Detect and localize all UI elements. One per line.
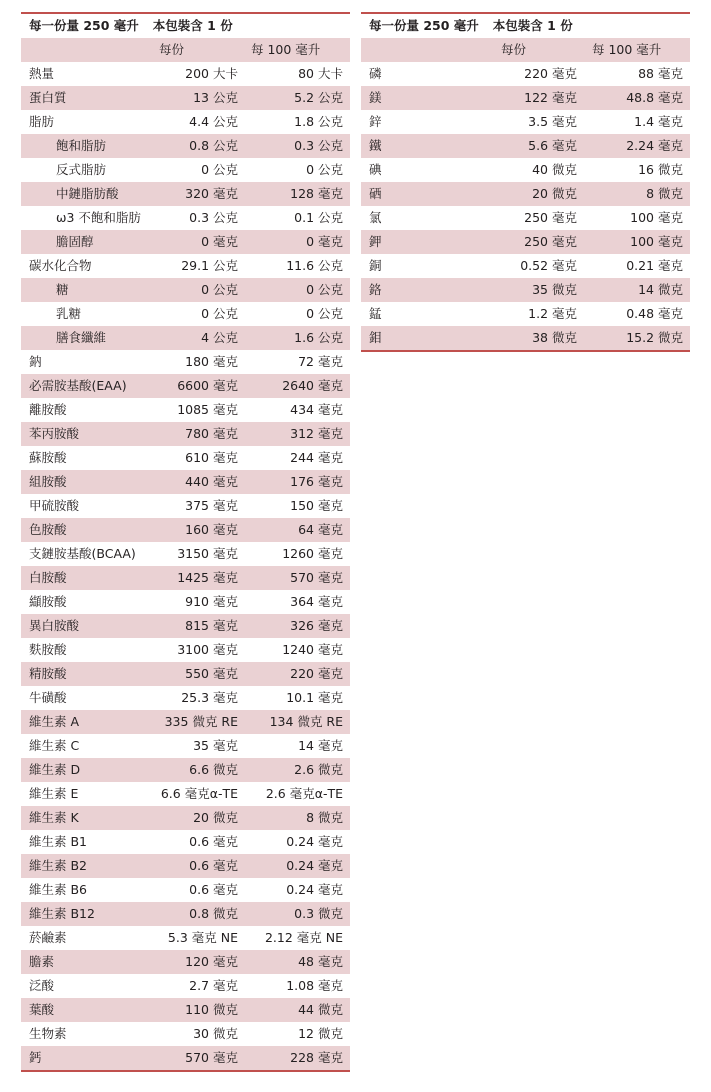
value-per-serving: 0.3 公克	[189, 210, 238, 225]
column-header-row	[361, 38, 690, 62]
servings-per-pack: 本包裝含 1 份	[492, 18, 573, 33]
value-per-100ml: 0.3 公克	[294, 138, 343, 153]
nutrition-table-right	[361, 12, 690, 352]
nutrient-rows	[361, 62, 690, 350]
value-per-serving: 0.52 毫克	[520, 258, 577, 273]
value-per-serving: 0.6 毫克	[189, 882, 238, 897]
nutrient-name: 硒	[369, 186, 382, 201]
value-per-serving: 6.6 微克	[189, 762, 238, 777]
nutrient-row	[21, 158, 350, 182]
nutrient-row	[21, 566, 350, 590]
nutrient-row	[361, 326, 690, 350]
value-per-100ml: 150 毫克	[290, 498, 343, 513]
column-header-per-100ml: 每 100 毫升	[251, 42, 321, 57]
nutrient-row	[21, 806, 350, 830]
value-per-100ml: 48 毫克	[298, 954, 343, 969]
value-per-100ml: 100 毫克	[630, 234, 683, 249]
nutrient-name: 精胺酸	[29, 666, 67, 681]
value-per-serving: 25.3 毫克	[181, 690, 238, 705]
value-per-100ml: 0.21 毫克	[626, 258, 683, 273]
nutrient-row	[361, 134, 690, 158]
value-per-100ml: 0.24 毫克	[286, 858, 343, 873]
value-per-100ml: 14 毫克	[298, 738, 343, 753]
nutrient-name: 泛酸	[29, 978, 55, 993]
nutrient-name: 脂肪	[29, 114, 55, 129]
nutrient-row	[21, 734, 350, 758]
nutrient-row	[21, 230, 350, 254]
nutrient-name: 離胺酸	[29, 402, 67, 417]
value-per-100ml: 15.2 微克	[626, 330, 683, 345]
nutrient-row	[361, 182, 690, 206]
value-per-100ml: 2.24 毫克	[626, 138, 683, 153]
value-per-serving: 815 毫克	[185, 618, 238, 633]
value-per-100ml: 5.2 公克	[294, 90, 343, 105]
value-per-serving: 220 毫克	[524, 66, 577, 81]
nutrient-name: 色胺酸	[29, 522, 67, 537]
nutrient-row	[361, 62, 690, 86]
value-per-serving: 1085 毫克	[177, 402, 238, 417]
nutrient-name: 鐵	[369, 138, 382, 153]
value-per-100ml: 48.8 毫克	[626, 90, 683, 105]
nutrient-name: 葉酸	[29, 1002, 55, 1017]
nutrient-name: 鎂	[369, 90, 382, 105]
value-per-100ml: 1.6 公克	[294, 330, 343, 345]
value-per-serving: 6600 毫克	[177, 378, 238, 393]
serving-info	[361, 14, 690, 38]
nutrient-name: 碘	[369, 162, 382, 177]
nutrient-row	[21, 878, 350, 902]
value-per-serving: 35 微克	[532, 282, 577, 297]
nutrient-name: 甲硫胺酸	[29, 498, 80, 513]
nutrient-name: 乳糖	[56, 306, 82, 321]
value-per-serving: 20 微克	[532, 186, 577, 201]
value-per-serving: 0 毫克	[201, 234, 238, 249]
nutrient-name: 鋅	[369, 114, 382, 129]
nutrition-table-left	[21, 12, 350, 1072]
nutrient-name: 必需胺基酸(EAA)	[29, 378, 127, 393]
nutrient-name: 苯丙胺酸	[29, 426, 80, 441]
nutrient-name: 鉀	[369, 234, 382, 249]
value-per-100ml: 11.6 公克	[286, 258, 343, 273]
nutrient-name: 錳	[369, 306, 382, 321]
value-per-serving: 30 微克	[193, 1026, 238, 1041]
column-header-per-serving: 每份	[159, 42, 185, 57]
value-per-100ml: 128 毫克	[290, 186, 343, 201]
value-per-serving: 4.4 公克	[189, 114, 238, 129]
nutrient-row	[361, 158, 690, 182]
nutrient-row	[21, 350, 350, 374]
value-per-100ml: 1.08 毫克	[286, 978, 343, 993]
value-per-serving: 0.8 公克	[189, 138, 238, 153]
value-per-serving: 335 微克 RE	[164, 714, 238, 729]
value-per-serving: 0 公克	[201, 306, 238, 321]
value-per-serving: 910 毫克	[185, 594, 238, 609]
nutrient-row	[361, 230, 690, 254]
nutrient-row	[361, 302, 690, 326]
value-per-serving: 4 公克	[201, 330, 238, 345]
value-per-serving: 0 公克	[201, 162, 238, 177]
value-per-serving: 13 公克	[193, 90, 238, 105]
nutrient-name: 維生素 B1	[29, 834, 88, 849]
nutrient-row	[21, 62, 350, 86]
value-per-serving: 250 毫克	[524, 234, 577, 249]
nutrient-name: 支鏈胺基酸(BCAA)	[29, 546, 136, 561]
value-per-serving: 610 毫克	[185, 450, 238, 465]
nutrient-name: 維生素 B2	[29, 858, 88, 873]
nutrient-row	[361, 110, 690, 134]
value-per-100ml: 434 毫克	[290, 402, 343, 417]
value-per-100ml: 1.4 毫克	[634, 114, 683, 129]
value-per-100ml: 2.12 毫克 NE	[264, 930, 343, 945]
value-per-100ml: 100 毫克	[630, 210, 683, 225]
nutrient-row	[21, 86, 350, 110]
nutrient-name: 生物素	[29, 1026, 67, 1041]
value-per-serving: 38 微克	[532, 330, 577, 345]
nutrient-name: 膽固醇	[56, 234, 94, 249]
nutrient-row	[21, 398, 350, 422]
value-per-serving: 550 毫克	[185, 666, 238, 681]
value-per-100ml: 8 微克	[646, 186, 683, 201]
nutrient-row	[361, 206, 690, 230]
serving-size: 每一份量 250 毫升	[29, 18, 139, 33]
nutrient-row	[21, 494, 350, 518]
nutrient-row	[21, 254, 350, 278]
nutrient-name: 銅	[369, 258, 382, 273]
nutrient-name: 白胺酸	[29, 570, 67, 585]
value-per-serving: 5.3 毫克 NE	[167, 930, 238, 945]
value-per-serving: 122 毫克	[524, 90, 577, 105]
value-per-serving: 110 微克	[185, 1002, 238, 1017]
value-per-100ml: 0.48 毫克	[626, 306, 683, 321]
nutrient-name: 維生素 D	[29, 762, 81, 777]
value-per-serving: 6.6 毫克α-TE	[160, 786, 238, 801]
nutrient-name: 反式脂肪	[56, 162, 107, 177]
serving-info	[21, 14, 350, 38]
value-per-100ml: 2.6 微克	[294, 762, 343, 777]
nutrient-row	[21, 662, 350, 686]
value-per-serving: 1425 毫克	[177, 570, 238, 585]
value-per-100ml: 1260 毫克	[282, 546, 343, 561]
nutrient-name: 麩胺酸	[29, 642, 67, 657]
nutrient-name: 維生素 E	[29, 786, 79, 801]
nutrient-row	[21, 446, 350, 470]
value-per-100ml: 0.24 毫克	[286, 882, 343, 897]
nutrient-row	[361, 278, 690, 302]
nutrient-row	[21, 782, 350, 806]
value-per-100ml: 244 毫克	[290, 450, 343, 465]
nutrient-row	[361, 254, 690, 278]
nutrient-row	[21, 1022, 350, 1046]
nutrient-name: 膳食纖維	[56, 330, 107, 345]
nutrient-row	[21, 710, 350, 734]
nutrient-row	[21, 182, 350, 206]
nutrient-row	[21, 902, 350, 926]
nutrient-row	[21, 854, 350, 878]
nutrient-row	[21, 326, 350, 350]
value-per-100ml: 14 微克	[638, 282, 683, 297]
value-per-100ml: 1.8 公克	[294, 114, 343, 129]
nutrient-row	[21, 302, 350, 326]
value-per-100ml: 8 微克	[306, 810, 343, 825]
servings-per-pack: 本包裝含 1 份	[152, 18, 233, 33]
value-per-serving: 0.8 微克	[189, 906, 238, 921]
column-header-per-100ml: 每 100 毫升	[592, 42, 662, 57]
nutrient-name: 維生素 B12	[29, 906, 95, 921]
value-per-100ml: 0 公克	[306, 306, 343, 321]
nutrient-row	[21, 518, 350, 542]
value-per-serving: 570 毫克	[185, 1050, 238, 1065]
column-header-per-serving: 每份	[501, 42, 527, 57]
value-per-100ml: 176 毫克	[290, 474, 343, 489]
nutrient-name: 碳水化合物	[29, 258, 92, 273]
value-per-100ml: 72 毫克	[298, 354, 343, 369]
value-per-100ml: 12 微克	[298, 1026, 343, 1041]
value-per-100ml: 2640 毫克	[282, 378, 343, 393]
nutrient-row	[21, 758, 350, 782]
nutrient-name: 維生素 A	[29, 714, 80, 729]
value-per-serving: 180 毫克	[185, 354, 238, 369]
value-per-serving: 120 毫克	[185, 954, 238, 969]
value-per-100ml: 326 毫克	[290, 618, 343, 633]
nutrient-rows	[21, 62, 350, 1070]
value-per-serving: 375 毫克	[185, 498, 238, 513]
nutrient-row	[21, 614, 350, 638]
value-per-serving: 40 微克	[532, 162, 577, 177]
value-per-100ml: 228 毫克	[290, 1050, 343, 1065]
nutrient-name: 糖	[56, 282, 69, 297]
nutrient-name: 鉬	[369, 330, 382, 345]
value-per-serving: 0.6 毫克	[189, 858, 238, 873]
nutrient-row	[21, 374, 350, 398]
nutrient-row	[361, 86, 690, 110]
value-per-serving: 0 公克	[201, 282, 238, 297]
nutrient-row	[21, 830, 350, 854]
nutrient-row	[21, 686, 350, 710]
nutrient-name: 維生素 C	[29, 738, 80, 753]
value-per-serving: 160 毫克	[185, 522, 238, 537]
value-per-100ml: 10.1 毫克	[286, 690, 343, 705]
nutrient-name: 鈣	[29, 1050, 42, 1065]
value-per-100ml: 0 公克	[306, 282, 343, 297]
nutrient-row	[21, 974, 350, 998]
value-per-100ml: 44 微克	[298, 1002, 343, 1017]
value-per-100ml: 0 毫克	[306, 234, 343, 249]
value-per-serving: 3150 毫克	[177, 546, 238, 561]
nutrient-name: 蛋白質	[29, 90, 67, 105]
nutrient-name: 維生素 B6	[29, 882, 88, 897]
nutrient-row	[21, 542, 350, 566]
value-per-100ml: 64 毫克	[298, 522, 343, 537]
nutrient-name: 膽素	[29, 954, 55, 969]
nutrient-name: 維生素 K	[29, 810, 79, 825]
nutrient-row	[21, 950, 350, 974]
nutrient-name: 蘇胺酸	[29, 450, 67, 465]
nutrient-row	[21, 1046, 350, 1070]
column-header-row	[21, 38, 350, 62]
nutrient-row	[21, 422, 350, 446]
value-per-100ml: 2.6 毫克α-TE	[265, 786, 343, 801]
value-per-serving: 440 毫克	[185, 474, 238, 489]
nutrient-name: 熱量	[29, 66, 55, 81]
nutrient-name: 飽和脂肪	[56, 138, 107, 153]
value-per-100ml: 1240 毫克	[282, 642, 343, 657]
nutrient-name: 中鏈脂肪酸	[56, 186, 119, 201]
value-per-serving: 200 大卡	[185, 66, 238, 81]
nutrient-name: 組胺酸	[29, 474, 67, 489]
nutrient-row	[21, 926, 350, 950]
value-per-100ml: 0 公克	[306, 162, 343, 177]
value-per-100ml: 16 微克	[638, 162, 683, 177]
value-per-100ml: 0.24 毫克	[286, 834, 343, 849]
nutrient-row	[21, 998, 350, 1022]
nutrient-row	[21, 206, 350, 230]
value-per-100ml: 88 毫克	[638, 66, 683, 81]
value-per-serving: 3.5 毫克	[528, 114, 577, 129]
value-per-serving: 35 毫克	[193, 738, 238, 753]
value-per-100ml: 570 毫克	[290, 570, 343, 585]
value-per-serving: 250 毫克	[524, 210, 577, 225]
nutrient-row	[21, 134, 350, 158]
nutrient-name: ω3 不飽和脂肪	[56, 210, 141, 225]
value-per-100ml: 0.1 公克	[294, 210, 343, 225]
value-per-100ml: 0.3 微克	[294, 906, 343, 921]
nutrient-name: 鉻	[369, 282, 382, 297]
nutrient-name: 菸鹼素	[29, 930, 67, 945]
value-per-serving: 1.2 毫克	[528, 306, 577, 321]
nutrient-row	[21, 590, 350, 614]
nutrient-row	[21, 110, 350, 134]
value-per-serving: 3100 毫克	[177, 642, 238, 657]
nutrient-name: 牛磺酸	[29, 690, 67, 705]
nutrient-row	[21, 278, 350, 302]
value-per-serving: 29.1 公克	[181, 258, 238, 273]
nutrient-row	[21, 638, 350, 662]
value-per-100ml: 364 毫克	[290, 594, 343, 609]
value-per-serving: 2.7 毫克	[189, 978, 238, 993]
value-per-100ml: 220 毫克	[290, 666, 343, 681]
value-per-serving: 780 毫克	[185, 426, 238, 441]
nutrient-name: 纈胺酸	[29, 594, 67, 609]
value-per-serving: 320 毫克	[185, 186, 238, 201]
value-per-serving: 20 微克	[193, 810, 238, 825]
nutrient-name: 異白胺酸	[29, 618, 80, 633]
value-per-100ml: 312 毫克	[290, 426, 343, 441]
nutrient-name: 鈉	[29, 354, 42, 369]
value-per-100ml: 80 大卡	[298, 66, 343, 81]
nutrient-name: 磷	[369, 66, 382, 81]
serving-size: 每一份量 250 毫升	[369, 18, 479, 33]
value-per-serving: 0.6 毫克	[189, 834, 238, 849]
nutrient-name: 氯	[369, 210, 382, 225]
value-per-100ml: 134 微克 RE	[269, 714, 343, 729]
nutrient-row	[21, 470, 350, 494]
value-per-serving: 5.6 毫克	[528, 138, 577, 153]
